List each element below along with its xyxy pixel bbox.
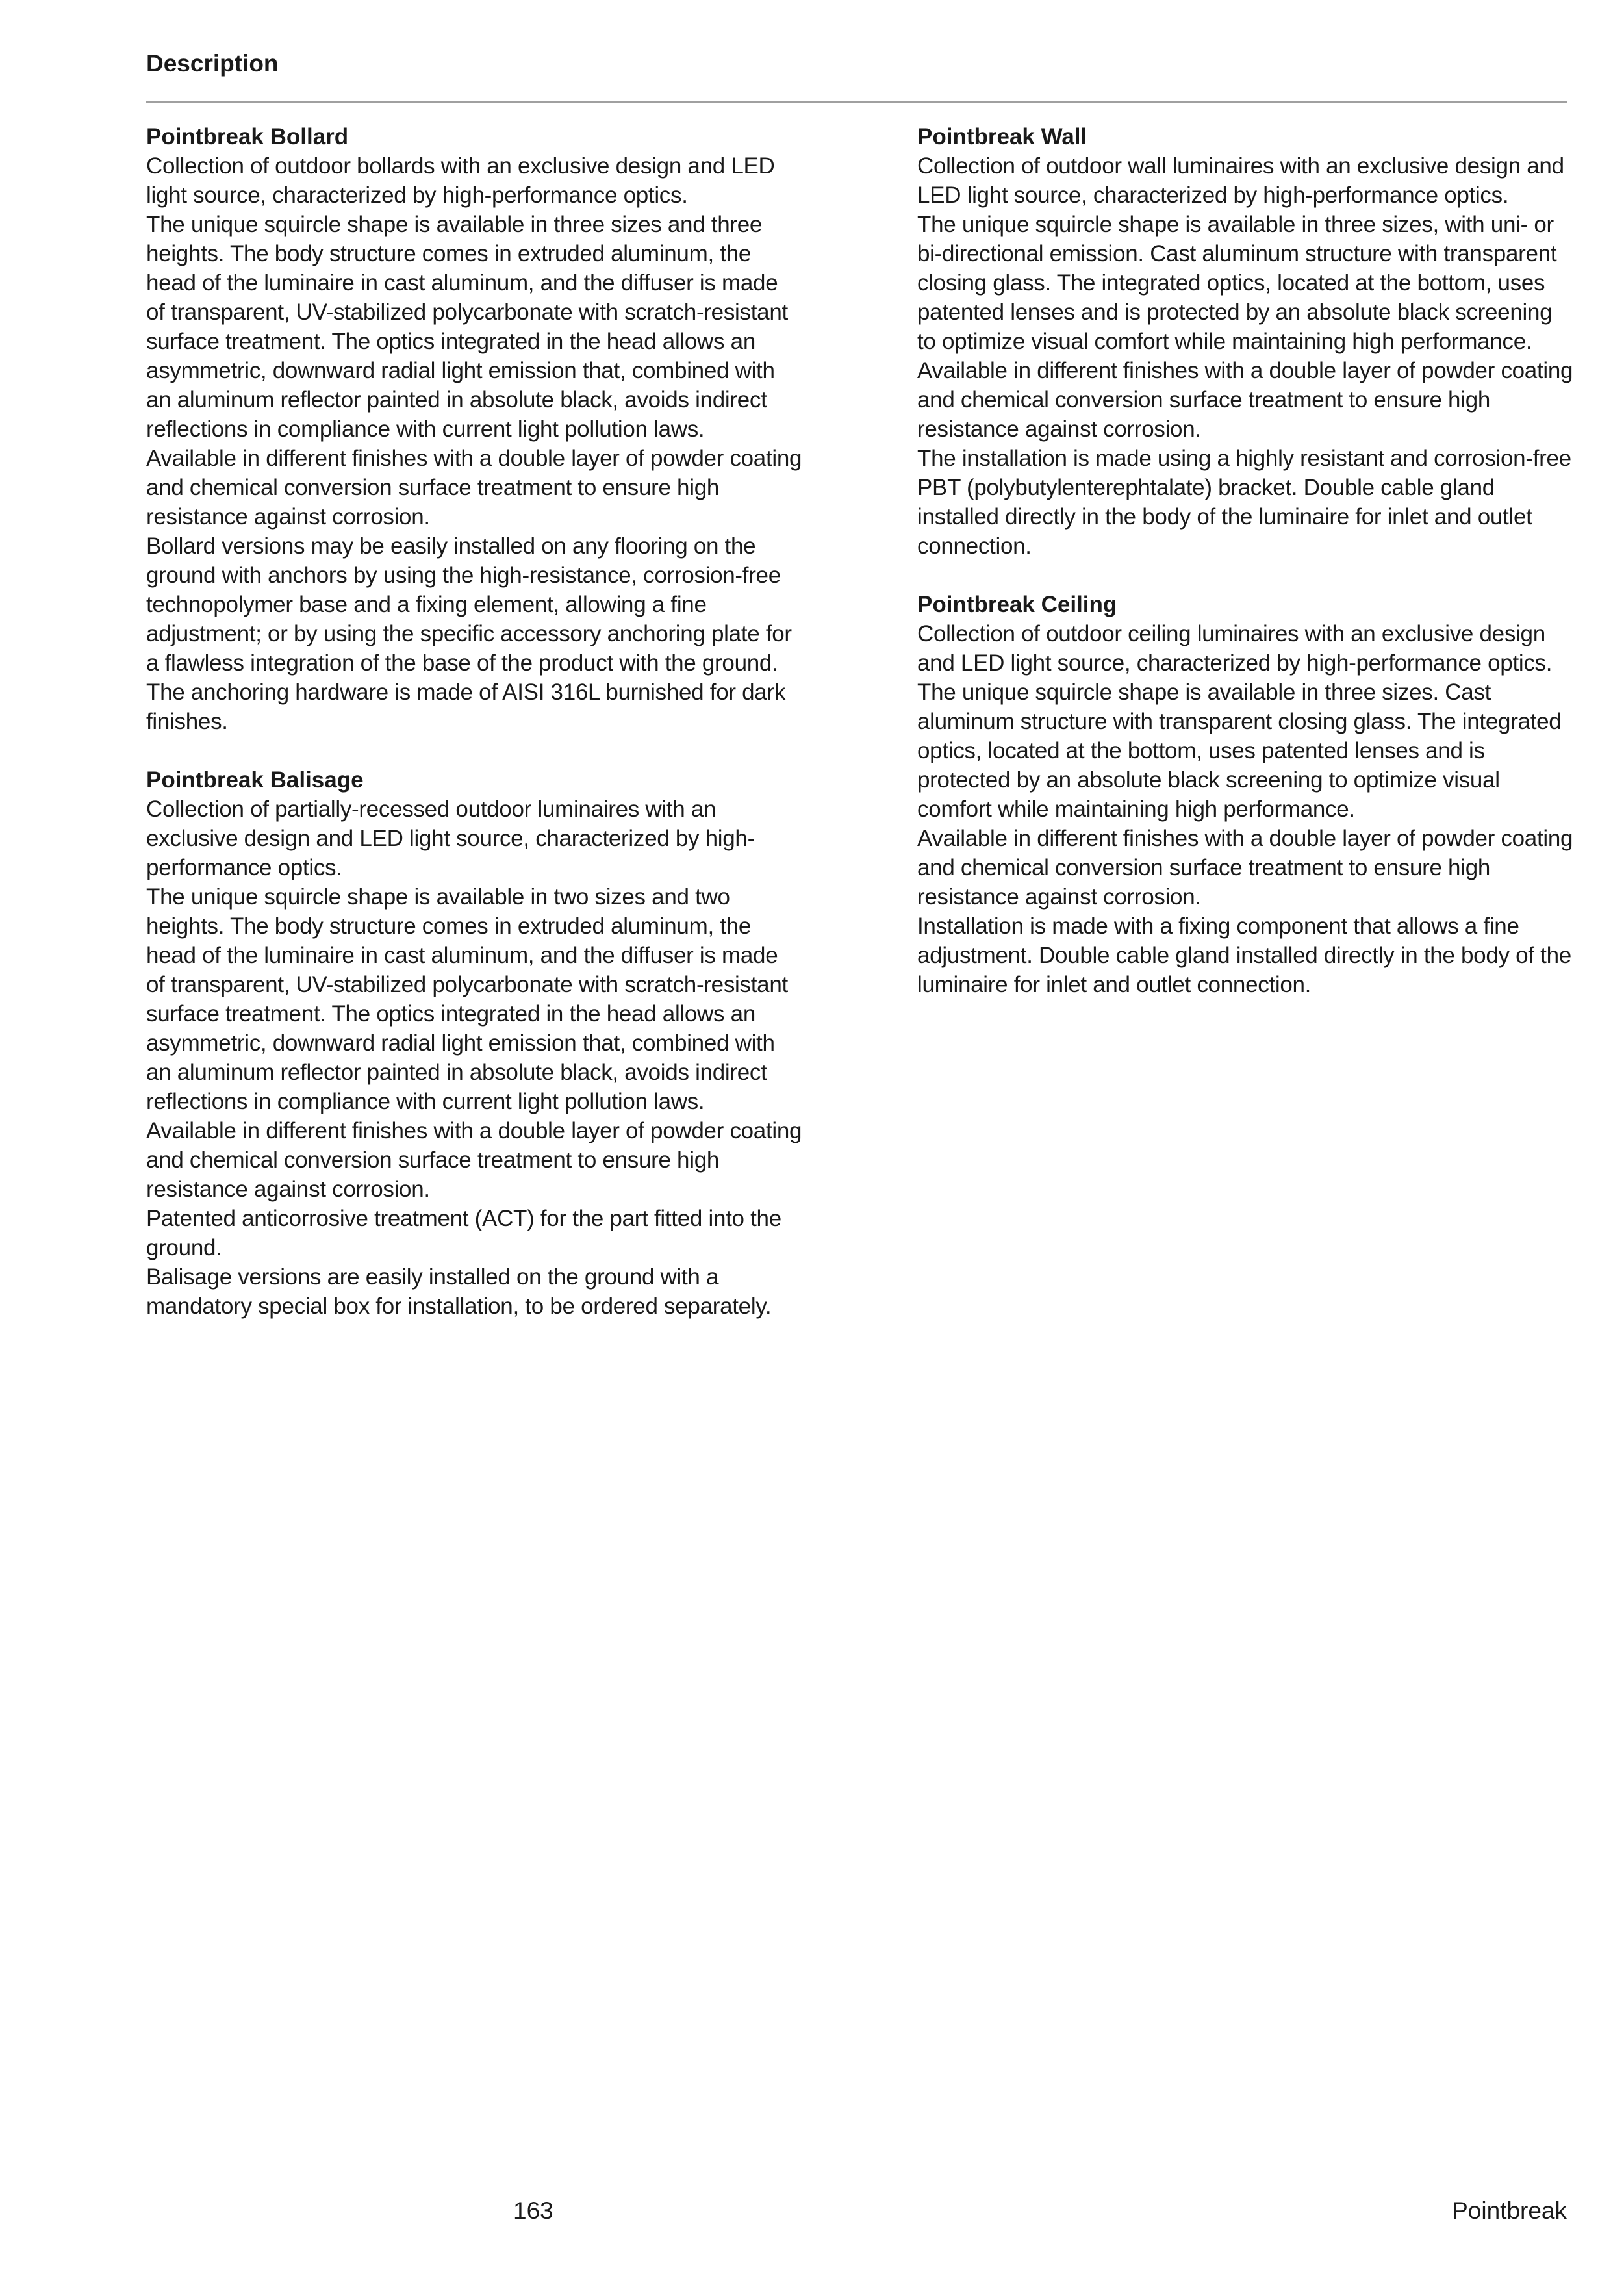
section-bollard — [146, 122, 802, 736]
page-number: 163 — [513, 2197, 553, 2224]
wall-paragraph-1: Collection of outdoor wall luminaires with an exclusive design and LED light source, characterized by high-performance optics. — [917, 153, 1564, 208]
section-title-bollard: Pointbreak Bollard — [146, 124, 349, 149]
section-title-ceiling: Pointbreak Ceiling — [917, 592, 1117, 617]
balisage-paragraph-3: Available in different finishes with a double layer of powder coating and chemical conversion surface treatment to ensure high resistance against corrosion. — [146, 1118, 802, 1202]
wall-paragraph-3: Available in different finishes with a double layer of powder coating and chemical conversion surface treatment to ensure high resistance against corrosion. — [917, 358, 1573, 442]
balisage-paragraph-4: Patented anticorrosive treatment (ACT) for the part fitted into the ground. — [146, 1206, 781, 1260]
section-balisage — [146, 765, 802, 1321]
bollard-paragraph-1: Collection of outdoor bollards with an exclusive design and LED light source, characterized by high-performance optics. — [146, 153, 775, 208]
right-column — [917, 122, 1573, 1028]
ceiling-paragraph-3: Available in different finishes with a double layer of powder coating and chemical conversion surface treatment to ensure high resistance against corrosion. — [917, 826, 1573, 910]
section-ceiling — [917, 590, 1573, 999]
wall-paragraph-2: The unique squircle shape is available in three sizes, with uni- or bi-directional emission. Cast aluminum structure with transparent closing glass. The integrated optics, located at the bottom, uses patented lenses and is protected by an absolute black screening to optimize visual comfort while maintaining high performance. — [917, 212, 1557, 354]
section-title-balisage: Pointbreak Balisage — [146, 767, 364, 793]
header-divider — [146, 101, 1567, 103]
footer-brand: Pointbreak — [1452, 2197, 1567, 2224]
section-title-wall: Pointbreak Wall — [917, 124, 1087, 149]
balisage-paragraph-1: Collection of partially-recessed outdoor luminaires with an exclusive design and LED light source, characterized by high-performance optics. — [146, 797, 755, 880]
ceiling-paragraph-2: The unique squircle shape is available in three sizes. Cast aluminum structure with transparent closing glass. The integrated optics, located at the bottom, uses patented lenses and is protected by an absolute black screening to optimize visual comfort while maintaining high performance. — [917, 680, 1562, 822]
section-wall — [917, 122, 1573, 561]
ceiling-paragraph-4: Installation is made with a fixing component that allows a fine adjustment. Double cable gland installed directly in the body of the luminaire for inlet and outlet connection. — [917, 913, 1571, 997]
ceiling-paragraph-1: Collection of outdoor ceiling luminaires with an exclusive design and LED light source, characterized by high-performance optics. — [917, 621, 1553, 676]
balisage-paragraph-2: The unique squircle shape is available in two sizes and two heights. The body structure comes in extruded aluminum, the head of the luminaire in cast aluminum, and the diffuser is made of transparent, UV-stabilized polycarbonate with scratch-resistant surface treatment. The optics integrated in the head allows an asymmetric, downward radial light emission that, combined with an aluminum reflector painted in absolute black, avoids indirect reflections in compliance with current light pollution laws. — [146, 884, 788, 1114]
wall-paragraph-4: The installation is made using a highly resistant and corrosion-free PBT (polybutylenterephtalate) bracket. Double cable gland installed directly in the body of the luminaire for inlet and outlet connection. — [917, 446, 1571, 559]
bollard-paragraph-2: The unique squircle shape is available in three sizes and three heights. The body structure comes in extruded aluminum, the head of the luminaire in cast aluminum, and the diffuser is made of transparent, UV-stabilized polycarbonate with scratch-resistant surface treatment. The optics integrated in the head allows an asymmetric, downward radial light emission that, combined with an aluminum reflector painted in absolute black, avoids indirect reflections in compliance with current light pollution laws. — [146, 212, 788, 442]
balisage-paragraph-5: Balisage versions are easily installed on the ground with a mandatory special box for installation, to be ordered separately. — [146, 1264, 772, 1319]
left-column — [146, 122, 802, 1350]
bollard-paragraph-3: Available in different finishes with a double layer of powder coating and chemical conversion surface treatment to ensure high resistance against corrosion. — [146, 446, 802, 530]
bollard-paragraph-4: Bollard versions may be easily installed on any flooring on the ground with anchors by using the high-resistance, corrosion-free technopolymer base and a fixing element, allowing a fine adjustment; or by using the specific accessory anchoring plate for a flawless integration of the base of the product with the ground. The anchoring hardware is made of AISI 316L burnished for dark finishes. — [146, 533, 792, 734]
page-title: Description — [146, 50, 279, 77]
